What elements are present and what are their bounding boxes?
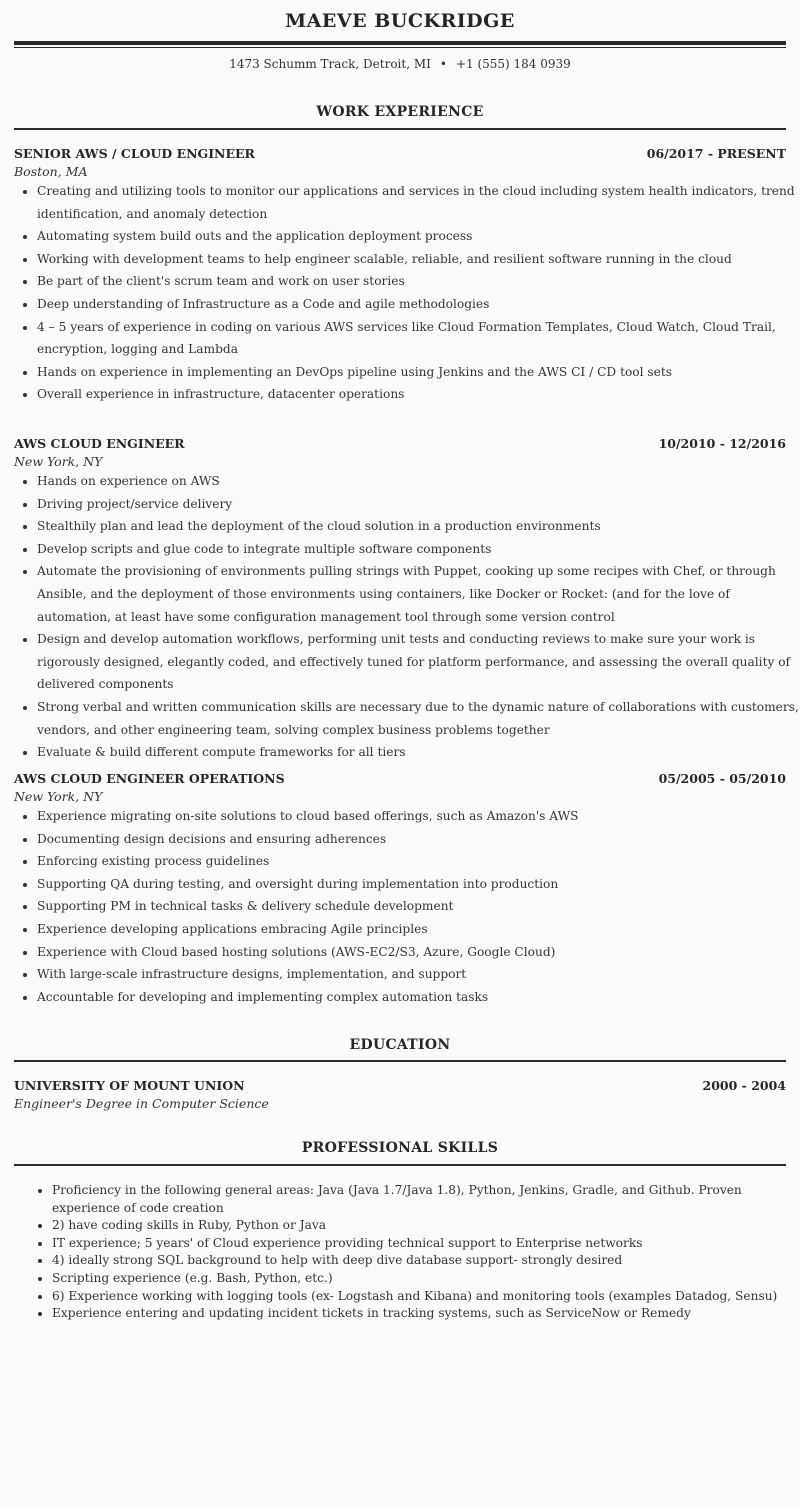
job-bullet-list: [14, 470, 799, 764]
job-bullet: • Supporting QA during testing, and oversight during implementation into production: [37, 873, 799, 896]
skill-item: • Experience entering and updating incident tickets in tracking systems, such as ServiceNow or Remedy: [52, 1305, 792, 1323]
job-bullet-list: [14, 805, 799, 1008]
job-bullet: • Experience migrating on-site solutions to cloud based offerings, such as Amazon's AWS: [37, 805, 799, 828]
candidate-name: MAEVE BUCKRIDGE: [285, 10, 515, 32]
job-bullet: • Automate the provisioning of environments pulling strings with Puppet, cooking up some recipes with Chef, or through Ansible, and the deployment of those environments using containers, like Docker or Rocket: (and for the love of automation, at least have some configuration management tool through some version control: [37, 560, 799, 628]
education-header: [14, 1078, 786, 1096]
degree: Engineer's Degree in Computer Science: [14, 1096, 269, 1111]
section-rule-work-experience: [14, 128, 786, 130]
section-title-education: EDUCATION: [349, 1037, 451, 1053]
job-bullet: • Driving project/service delivery: [37, 493, 799, 516]
job-dates: 06/2017 - PRESENT: [646, 146, 786, 161]
skills-list: [30, 1182, 792, 1323]
contact-line: [0, 57, 800, 71]
contact-separator: •: [439, 57, 447, 71]
job-bullet: • Hands on experience on AWS: [37, 470, 799, 493]
skill-item: • Proficiency in the following general areas: Java (Java 1.7/Java 1.8), Python, Jenkins, Gradle, and Github. Proven experience of code creation: [52, 1182, 792, 1217]
job-bullet: • Enforcing existing process guidelines: [37, 850, 799, 873]
job-bullet: • 4 – 5 years of experience in coding on various AWS services like Cloud Formation Templates, Cloud Watch, Cloud Trail, encryption, logging and Lambda: [37, 316, 799, 361]
job-header: [14, 436, 786, 454]
job-bullet-list: [14, 180, 799, 406]
skill-item: • IT experience; 5 years' of Cloud experience providing technical support to Enterprise networks: [52, 1235, 792, 1253]
job-title: AWS CLOUD ENGINEER OPERATIONS: [14, 771, 285, 786]
job-location: Boston, MA: [14, 164, 88, 179]
job-bullet: • Automating system build outs and the application deployment process: [37, 225, 799, 248]
job-bullet: • With large-scale infrastructure designs, implementation, and support: [37, 963, 799, 986]
job-bullet: • Supporting PM in technical tasks & delivery schedule development: [37, 895, 799, 918]
section-rule-skills: [14, 1164, 786, 1166]
job-dates: 05/2005 - 05/2010: [658, 771, 786, 786]
job-location: New York, NY: [14, 789, 103, 804]
skill-item: • Scripting experience (e.g. Bash, Python, etc.): [52, 1270, 792, 1288]
job-bullet: • Overall experience in infrastructure, datacenter operations: [37, 383, 799, 406]
header-rule-thin: [14, 47, 786, 48]
job-bullet: • Develop scripts and glue code to integrate multiple software components: [37, 538, 799, 561]
section-title-professional-skills: PROFESSIONAL SKILLS: [301, 1140, 499, 1156]
address: 1473 Schumm Track, Detroit, MI: [229, 57, 431, 71]
job-title: AWS CLOUD ENGINEER: [14, 436, 185, 451]
job-bullet: • Design and develop automation workflows, performing unit tests and conducting reviews to make sure your work is rigorously designed, elegantly coded, and effectively tuned for platform performance, and assessing the overall quality of delivered components: [37, 628, 799, 696]
phone: +1 (555) 184 0939: [455, 57, 571, 71]
skill-item: • 2) have coding skills in Ruby, Python or Java: [52, 1217, 792, 1235]
job-bullet: • Deep understanding of Infrastructure as a Code and agile methodologies: [37, 293, 799, 316]
job-bullet: • Experience developing applications embracing Agile principles: [37, 918, 799, 941]
job-bullet: • Strong verbal and written communication skills are necessary due to the dynamic nature of collaborations with customers, vendors, and other engineering team, solving complex business problems together: [37, 696, 799, 741]
skill-item: • 6) Experience working with logging tools (ex- Logstash and Kibana) and monitoring tools (examples Datadog, Sensu): [52, 1288, 792, 1306]
job-bullet: • Documenting design decisions and ensuring adherences: [37, 828, 799, 851]
job-header: [14, 771, 786, 789]
job-bullet: • Experience with Cloud based hosting solutions (AWS-EC2/S3, Azure, Google Cloud): [37, 941, 799, 964]
job-bullet: • Accountable for developing and implementing complex automation tasks: [37, 986, 799, 1009]
job-title: SENIOR AWS / CLOUD ENGINEER: [14, 146, 255, 161]
section-rule-education: [14, 1060, 786, 1062]
job-header: [14, 146, 786, 164]
header-rule-thick: [14, 41, 786, 45]
job-dates: 10/2010 - 12/2016: [658, 436, 786, 451]
job-bullet: • Working with development teams to help engineer scalable, reliable, and resilient software running in the cloud: [37, 248, 799, 271]
job-bullet: • Creating and utilizing tools to monitor our applications and services in the cloud including system health indicators, trend identification, and anomaly detection: [37, 180, 799, 225]
section-title-work-experience: WORK EXPERIENCE: [316, 104, 484, 120]
job-bullet: • Evaluate & build different compute frameworks for all tiers: [37, 741, 799, 764]
job-bullet: • Hands on experience in implementing an DevOps pipeline using Jenkins and the AWS CI / CD tool sets: [37, 361, 799, 384]
school-name: UNIVERSITY OF MOUNT UNION: [14, 1078, 245, 1093]
job-bullet: • Be part of the client's scrum team and work on user stories: [37, 270, 799, 293]
education-dates: 2000 - 2004: [702, 1078, 786, 1093]
job-bullet: • Stealthily plan and lead the deployment of the cloud solution in a production environments: [37, 515, 799, 538]
job-location: New York, NY: [14, 454, 103, 469]
skill-item: • 4) ideally strong SQL background to help with deep dive database support- strongly desired: [52, 1252, 792, 1270]
